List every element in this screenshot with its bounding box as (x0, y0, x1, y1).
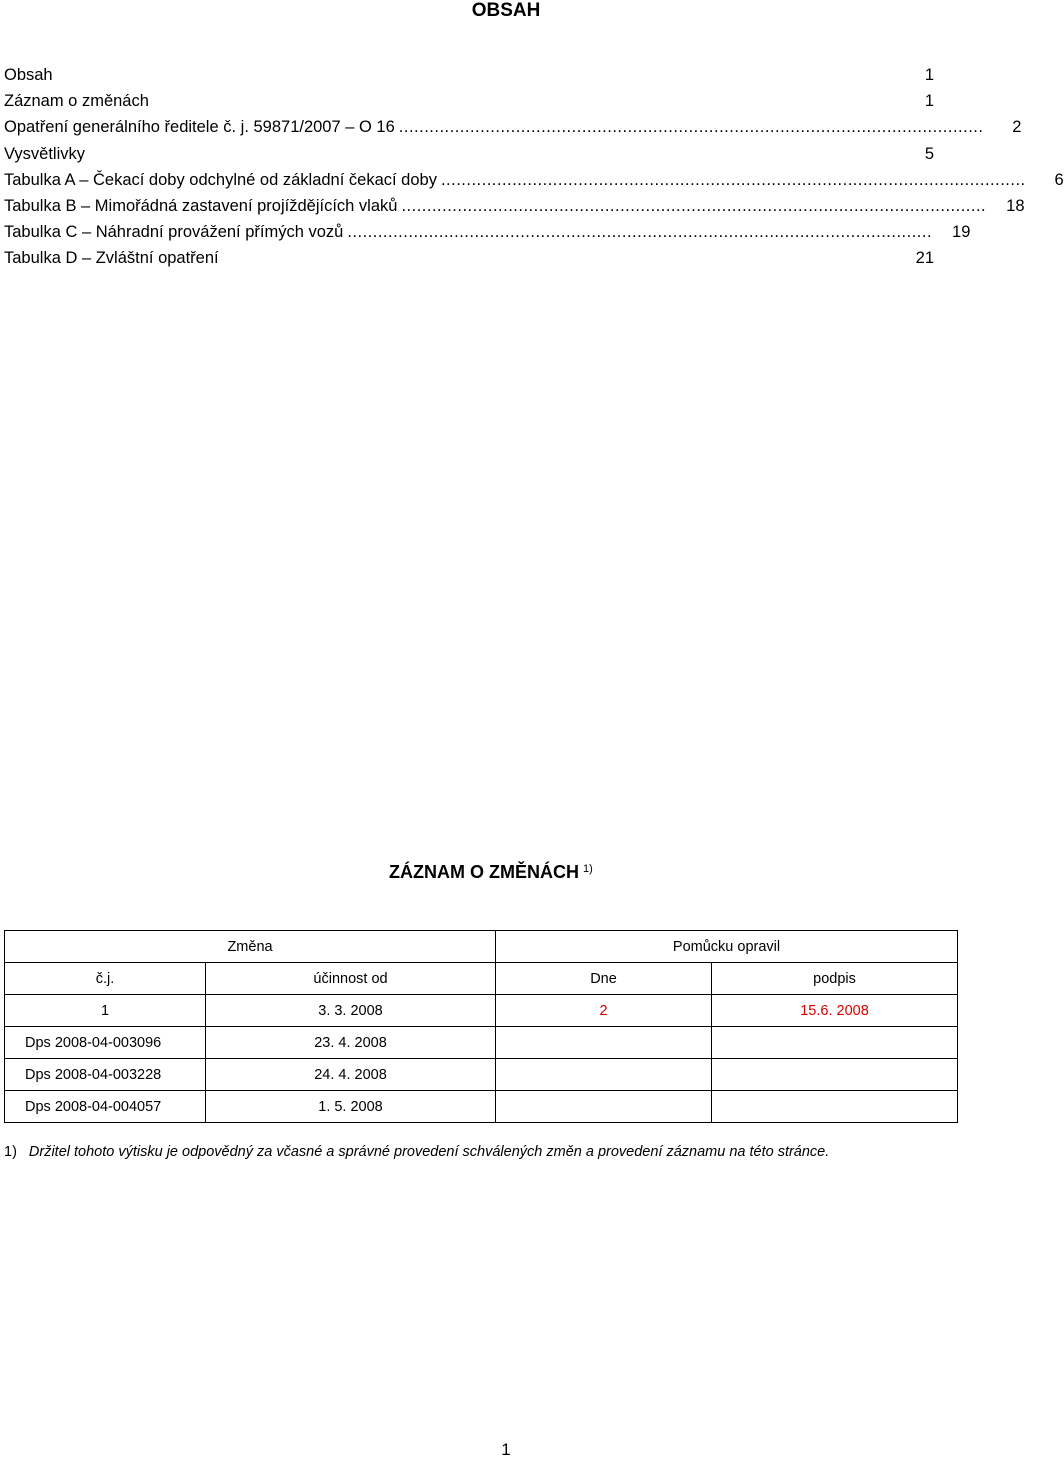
cell-ucinnost: 24. 4. 2008 (206, 1059, 496, 1091)
toc-item[interactable] (4, 219, 971, 245)
toc-item-page: 1 (924, 92, 934, 111)
table-row (5, 1091, 958, 1123)
header-podpis: podpis (712, 963, 958, 995)
toc-item-title: Vysvětlivky (4, 144, 85, 163)
cell-cj: Dps 2008-04-003228 (5, 1059, 206, 1091)
header-cj: č.j. (5, 963, 206, 995)
footnote-ref: 1) (582, 863, 593, 875)
footnote (4, 1144, 829, 1160)
group-header-zmena: Změna (5, 931, 496, 963)
cell-dne (496, 1027, 712, 1059)
toc-item[interactable] (4, 62, 934, 88)
table-group-header-row (5, 931, 958, 963)
toc-item-title: Tabulka B – Mimořádná zastavení projíždějících vlaků (4, 196, 398, 215)
toc-item[interactable] (4, 193, 1025, 219)
changes-record-title-text: ZÁZNAM O ZMĚNÁCH (389, 862, 579, 882)
toc-item[interactable] (4, 245, 934, 271)
toc-item[interactable] (4, 114, 1022, 140)
document-title: OBSAH (471, 0, 541, 21)
toc-item[interactable] (4, 167, 1064, 193)
toc-item-page: 6 (1054, 170, 1064, 189)
toc-item-title: Tabulka C – Náhradní provážení přímých vozů (4, 223, 344, 242)
toc-item-leader: ................................................................................................................... (440, 170, 1026, 189)
cell-cj: Dps 2008-04-004057 (5, 1091, 206, 1123)
table-row (5, 1059, 958, 1091)
toc-item-page: 18 (1006, 196, 1025, 215)
cell-cj: Dps 2008-04-003096 (5, 1027, 206, 1059)
toc-item-page: 2 (1012, 118, 1022, 137)
changes-record-table (4, 930, 958, 1123)
footnote-mark: 1) (4, 1144, 17, 1160)
cell-dne: 2 (496, 995, 712, 1027)
changes-record-title (389, 862, 593, 883)
header-dne: Dne (496, 963, 712, 995)
table-row (5, 1027, 958, 1059)
cell-dne (496, 1059, 712, 1091)
group-header-pomucku: Pomůcku opravil (496, 931, 958, 963)
toc-item-leader: ................................................................................................................... (401, 196, 987, 215)
cell-ucinnost: 3. 3. 2008 (206, 995, 496, 1027)
toc-item[interactable] (4, 141, 934, 167)
toc-item-leader: ................................................................................................................... (347, 223, 933, 242)
table-header-row (5, 963, 958, 995)
footnote-text: Držitel tohoto výtisku je odpovědný za včasné a správné provedení schválených změn a provedení záznamu na této stránce. (28, 1144, 830, 1160)
cell-ucinnost: 1. 5. 2008 (206, 1091, 496, 1123)
cell-cj: 1 (5, 995, 206, 1027)
toc-item-page: 21 (915, 249, 934, 268)
toc-item-title: Tabulka D – Zvláštní opatření (4, 249, 219, 268)
header-ucinnost: účinnost od (206, 963, 496, 995)
table-row (5, 995, 958, 1027)
toc-item[interactable] (4, 88, 934, 114)
cell-ucinnost: 23. 4. 2008 (206, 1027, 496, 1059)
cell-podpis (712, 1091, 958, 1123)
toc-item-page: 19 (952, 223, 971, 242)
table-of-contents (4, 62, 1064, 272)
toc-item-title: Záznam o změnách (4, 92, 149, 111)
cell-podpis: 15.6. 2008 (712, 995, 958, 1027)
toc-item-title: Obsah (4, 66, 53, 84)
toc-item-title: Tabulka A – Čekací doby odchylné od základní čekací doby (4, 170, 437, 189)
toc-item-leader: ................................................................................................................... (398, 118, 984, 137)
page-number: 1 (501, 1440, 511, 1459)
toc-item-title: Opatření generálního ředitele č. j. 59871/2007 – O 16 (4, 118, 395, 137)
cell-dne (496, 1091, 712, 1123)
toc-item-page: 1 (924, 66, 934, 84)
cell-podpis (712, 1059, 958, 1091)
cell-podpis (712, 1027, 958, 1059)
toc-item-page: 5 (924, 144, 934, 163)
